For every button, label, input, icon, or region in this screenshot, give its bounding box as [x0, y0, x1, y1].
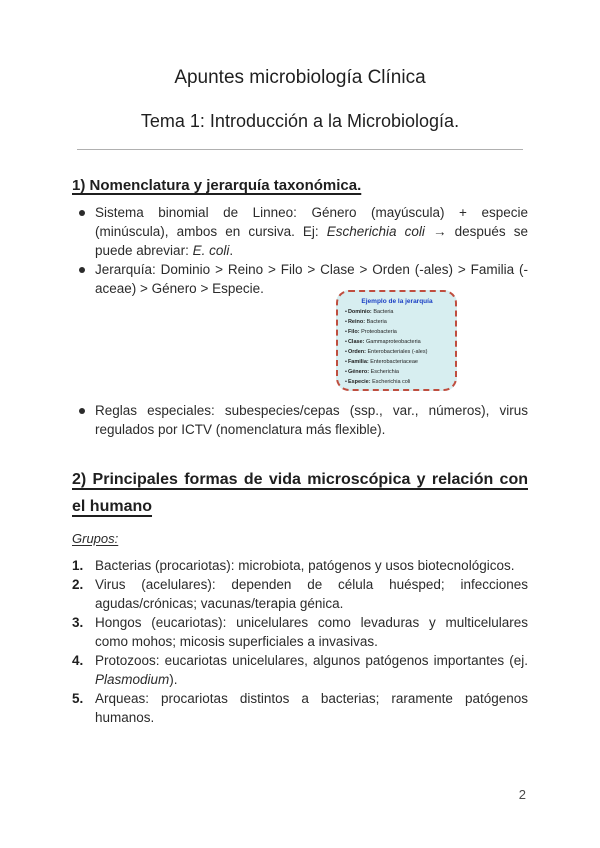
page-number: 2 — [518, 787, 526, 802]
taxonomy-line-orden — [345, 347, 449, 357]
bullet-text: Reglas especiales: subespecies/cepas (ssp., var., números), virus regulados por ICTV (nomenclatura más flexible). — [95, 403, 528, 437]
taxonomy-rank-label: Género: — [347, 369, 370, 375]
taxonomy-rank-value: Escherichia coli — [372, 379, 411, 385]
taxonomy-line-familia — [345, 357, 449, 367]
taxonomy-line-clase — [345, 337, 449, 347]
taxonomy-line-reino — [345, 317, 449, 327]
list-item — [95, 613, 528, 651]
section-1-bullet-list — [72, 203, 528, 298]
group-item-text: Bacterias (procariotas): microbiota, patógenos y usos biotecnológicos. — [95, 558, 515, 573]
section-1-bullet-list-continued — [72, 401, 528, 439]
taxonomy-example-image — [336, 290, 457, 391]
taxonomy-rank-label: Reino: — [347, 319, 366, 325]
doc-title: Apuntes microbiología Clínica — [174, 67, 426, 88]
list-item — [95, 575, 528, 613]
taxonomy-rank-value: Gammaproteobacteria — [365, 339, 421, 345]
taxonomy-line-especie — [345, 377, 449, 387]
section-1-heading: 1) Nomenclatura y jerarquía taxonómica. — [72, 177, 362, 194]
list-item — [95, 203, 528, 260]
list-item — [95, 401, 528, 439]
taxonomy-rank-label: Orden: — [347, 349, 366, 355]
groups-label: Grupos: — [72, 531, 119, 546]
taxonomy-rank-value: Enterobacteriaceae — [370, 359, 418, 365]
taxonomy-rank-value: Bacteria — [366, 319, 387, 325]
divider — [77, 149, 523, 150]
group-item-text: Protozoos: eucariotas unicelulares, algunos patógenos importantes (ej. Plasmodium). — [95, 653, 528, 687]
taxonomy-rank-value: Escherichia — [370, 369, 399, 375]
taxonomy-rank-label: Dominio: — [347, 309, 372, 315]
list-item — [95, 260, 528, 298]
bullet-text: Sistema binomial de Linneo: Género (mayúscula) + especie (minúscula), ambos en cursiva. Ej: Escherichia coli → después se puede abreviar: E. coli. — [95, 205, 528, 258]
bullet-text: Jerarquía: Dominio > Reino > Filo > Clase > Orden (-ales) > Familia (-aceae) > Género > Especie. — [95, 262, 528, 296]
list-item — [95, 651, 528, 689]
taxonomy-rank-label: Filo: — [347, 329, 360, 335]
taxonomy-rank-value: Proteobacteria — [361, 329, 397, 335]
taxonomy-rank-label: Especie: — [347, 379, 371, 385]
section-2-heading: 2) Principales formas de vida microscópica y relación con el humano — [72, 471, 528, 515]
group-item-text: Arqueas: procariotas distintos a bacterias; raramente patógenos humanos. — [95, 691, 528, 725]
taxonomy-rank-label: Clase: — [347, 339, 365, 345]
taxonomy-rank-value: Bacteria — [373, 309, 394, 315]
groups-numbered-list — [72, 556, 528, 727]
group-item-text: Hongos (eucariotas): unicelulares como levaduras y multicelulares como mohos; micosis superficiales a invasivas. — [95, 615, 528, 649]
taxonomy-rank-value: Enterobacteriales (-ales) — [367, 349, 428, 355]
taxonomy-line-filo — [345, 327, 449, 337]
doc-subtitle: Tema 1: Introducción a la Microbiología. — [140, 111, 460, 131]
taxonomy-line-genero — [345, 367, 449, 377]
list-item — [95, 556, 528, 575]
taxonomy-rank-label: Familia: — [347, 359, 369, 365]
taxonomy-line-dominio — [345, 307, 449, 317]
taxonomy-box-title: Ejemplo de la jerarquía — [361, 298, 433, 305]
group-item-text: Virus (acelulares): dependen de célula huésped; infecciones agudas/crónicas; vacunas/terapia génica. — [95, 577, 528, 611]
list-item — [95, 689, 528, 727]
